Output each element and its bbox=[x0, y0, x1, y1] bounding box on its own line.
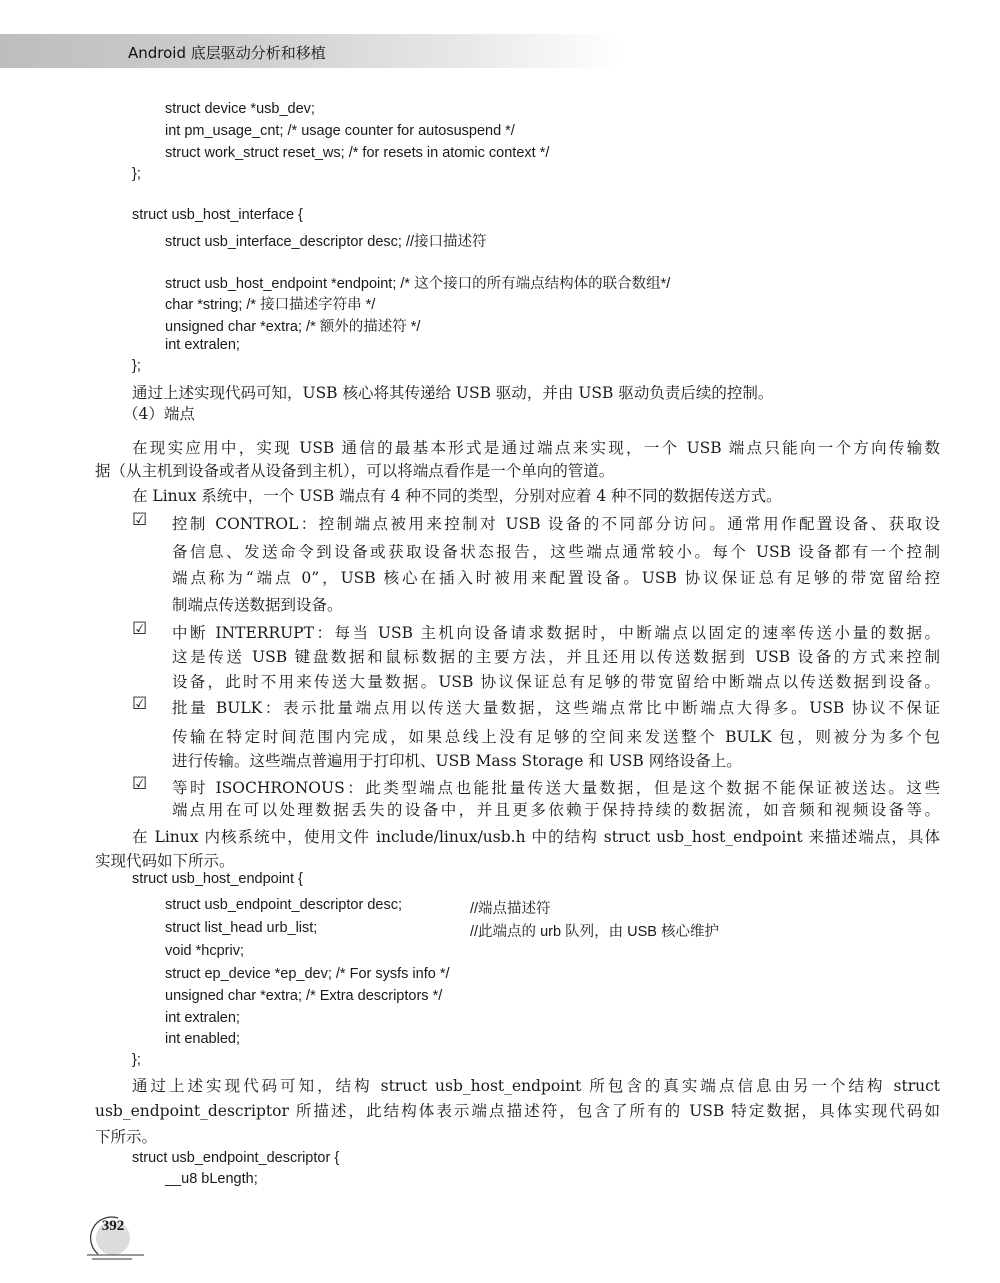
paragraph-line: 通过上述实现代码可知，结构 struct usb_host_endpoint 所包含的真实端点信息由另一个结构 struct bbox=[132, 1077, 940, 1095]
paragraph-line: 实现代码如下所示。 bbox=[95, 852, 235, 870]
code-line: }; bbox=[132, 166, 141, 182]
paragraph: 在 Linux 系统中，一个 USB 端点有 4 种不同的类型，分别对应着 4 种不同的数据传送方式。 bbox=[132, 487, 782, 505]
code-line: struct usb_endpoint_descriptor desc; bbox=[165, 897, 402, 913]
page-number-badge bbox=[92, 1218, 134, 1258]
bullet-line: 等时 ISOCHRONOUS：此类型端点也能批量传送大量数据，但是这个数据不能保证被送达。这些 bbox=[172, 779, 940, 797]
code-line: __u8 bLength; bbox=[165, 1171, 258, 1187]
checkbox-checked-icon: ☑ bbox=[132, 694, 148, 714]
paragraph-line: 在现实应用中，实现 USB 通信的最基本形式是通过端点来实现，一个 USB 端点只能向一个方向传输数 bbox=[132, 439, 940, 457]
code-line: unsigned char *extra; /* 额外的描述符 */ bbox=[165, 319, 421, 335]
bullet-line: 备信息、发送命令到设备或获取设备状态报告，这些端点通常较小。每个 USB 设备都有一个控制 bbox=[172, 543, 940, 561]
bullet-line: 制端点传送数据到设备。 bbox=[172, 596, 343, 614]
paragraph-line: usb_endpoint_descriptor 所描述，此结构体表示端点描述符，包含了所有的 USB 特定数据，具体实现代码如 bbox=[95, 1102, 940, 1120]
bullet-line: 这是传送 USB 键盘数据和鼠标数据的主要方法，并且还用以传送数据到 USB 设备的方式来控制 bbox=[172, 648, 940, 666]
code-line: }; bbox=[132, 1052, 141, 1068]
code-line: int extralen; bbox=[165, 337, 240, 353]
code-line: struct work_struct reset_ws; /* for resets in atomic context */ bbox=[165, 145, 550, 161]
checkbox-checked-icon: ☑ bbox=[132, 774, 148, 794]
book-title: Android 底层驱动分析和移植 bbox=[128, 44, 326, 62]
code-line: struct usb_endpoint_descriptor { bbox=[132, 1150, 340, 1166]
code-line: struct usb_interface_descriptor desc; //接口描述符 bbox=[165, 234, 487, 250]
code-line: int extralen; bbox=[165, 1010, 240, 1026]
code-line: struct list_head urb_list; bbox=[165, 920, 318, 936]
bullet-line: 中断 INTERRUPT：每当 USB 主机向设备请求数据时，中断端点以固定的速率传送小量的数据。 bbox=[172, 624, 940, 642]
code-line: struct ep_device *ep_dev; /* For sysfs info */ bbox=[165, 966, 450, 982]
code-line: char *string; /* 接口描述字符串 */ bbox=[165, 297, 376, 313]
code-line: int enabled; bbox=[165, 1031, 240, 1047]
checkbox-checked-icon: ☑ bbox=[132, 619, 148, 639]
code-line: struct usb_host_endpoint { bbox=[132, 871, 303, 887]
code-line: }; bbox=[132, 358, 141, 374]
paragraph-line: 据（从主机到设备或者从设备到主机），可以将端点看作是一个单向的管道。 bbox=[95, 462, 615, 480]
code-line: int pm_usage_cnt; /* usage counter for autosuspend */ bbox=[165, 123, 515, 139]
bullet-line: 进行传输。这些端点普遍用于打印机、USB Mass Storage 和 USB 网络设备上。 bbox=[172, 752, 742, 770]
bullet-line: 端点用在可以处理数据丢失的设备中，并且更多依赖于保持持续的数据流，如音频和视频设备等。 bbox=[172, 801, 940, 819]
paragraph-line: 下所示。 bbox=[95, 1128, 158, 1146]
code-comment: //端点描述符 bbox=[470, 901, 551, 917]
section-heading: （4）端点 bbox=[123, 405, 195, 423]
checkbox-checked-icon: ☑ bbox=[132, 510, 148, 530]
code-line: struct usb_host_endpoint *endpoint; /* 这个接口的所有端点结构体的联合数组*/ bbox=[165, 276, 671, 292]
bullet-line: 控制 CONTROL：控制端点被用来控制对 USB 设备的不同部分访问。通常用作配置设备、获取设 bbox=[172, 515, 940, 533]
bullet-line: 批量 BULK：表示批量端点用以传送大量数据，这些端点常比中断端点大得多。USB 协议不保证 bbox=[172, 699, 940, 717]
bullet-line: 传输在特定时间范围内完成，如果总线上没有足够的空间来发送整个 BULK 包，则被分为多个包 bbox=[172, 728, 940, 746]
page-number: 392 bbox=[101, 1218, 125, 1234]
paragraph: 通过上述实现代码可知，USB 核心将其传递给 USB 驱动，并由 USB 驱动负责后续的控制。 bbox=[132, 384, 774, 402]
code-line: struct usb_host_interface { bbox=[132, 207, 303, 223]
code-line: void *hcpriv; bbox=[165, 943, 244, 959]
running-header bbox=[0, 34, 620, 68]
bullet-line: 设备，此时不用来传送大量数据。USB 协议保证总有足够的带宽留给中断端点以传送数据到设备。 bbox=[172, 673, 940, 691]
code-comment: //此端点的 urb 队列，由 USB 核心维护 bbox=[470, 924, 719, 940]
paragraph-line: 在 Linux 内核系统中，使用文件 include/linux/usb.h 中的结构 struct usb_host_endpoint 来描述端点，具体 bbox=[132, 828, 940, 846]
bullet-line: 端点称为“端点 0”，USB 核心在插入时被用来配置设备。USB 协议保证总有足够的带宽留给控 bbox=[172, 569, 940, 587]
code-line: struct device *usb_dev; bbox=[165, 101, 315, 117]
code-line: unsigned char *extra; /* Extra descriptors */ bbox=[165, 988, 443, 1004]
